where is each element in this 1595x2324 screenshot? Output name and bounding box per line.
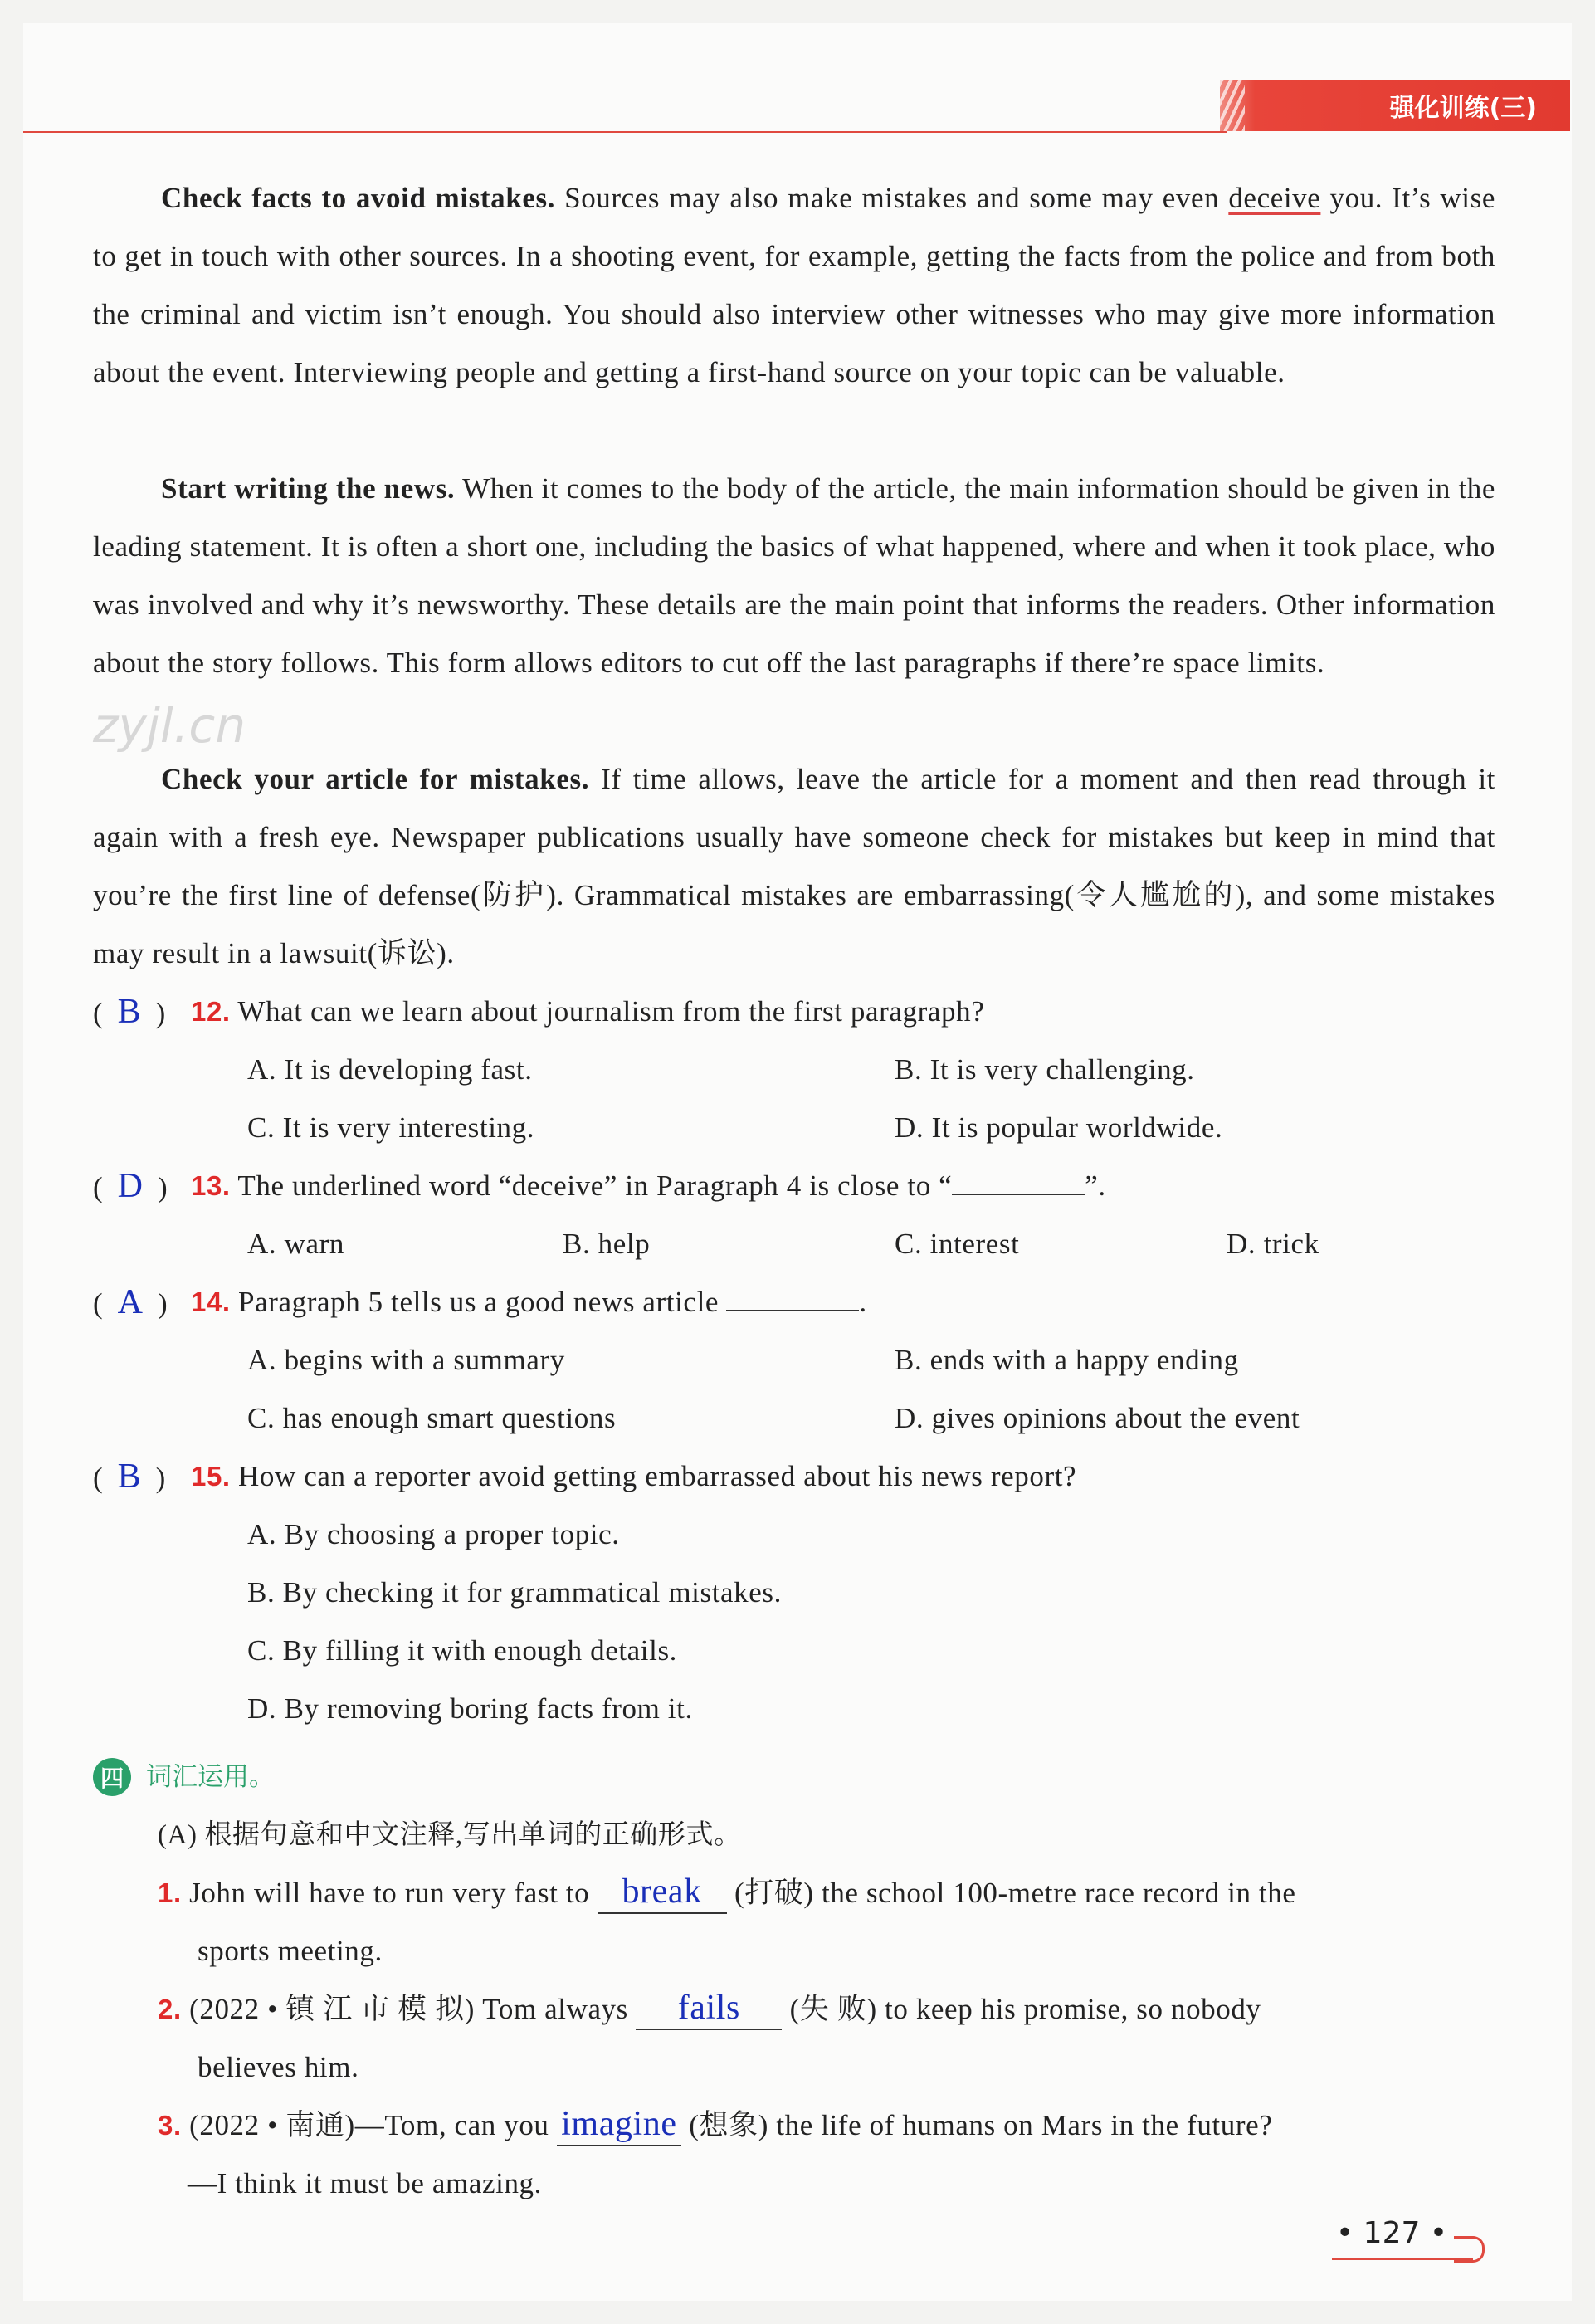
option-12a: A. It is developing fast. bbox=[247, 1053, 533, 1086]
paren-open: ( bbox=[93, 997, 103, 1029]
vocab-item-1-cont: sports meeting. bbox=[198, 1935, 383, 1967]
vocab-item-1 bbox=[158, 1864, 1296, 1922]
option-15c: C. By filling it with enough details. bbox=[247, 1634, 678, 1667]
paragraph-5-heading: Start writing the news. bbox=[161, 472, 456, 505]
option-15b: B. By checking it for grammatical mistakes. bbox=[247, 1576, 782, 1609]
paragraph-5 bbox=[93, 460, 1495, 692]
header-stripes bbox=[1220, 80, 1245, 131]
paren-open: ( bbox=[93, 1462, 103, 1494]
paren-open: ( bbox=[93, 1171, 103, 1204]
option-15a: A. By choosing a proper topic. bbox=[247, 1518, 620, 1550]
vocab-item-2-cont: believes him. bbox=[198, 2051, 359, 2083]
section-tab: 强化训练(三) bbox=[1220, 80, 1570, 131]
question-stem-b: ”. bbox=[1085, 1169, 1106, 1202]
option-13a: A. warn bbox=[247, 1228, 344, 1260]
paren-close: ) bbox=[158, 1171, 168, 1204]
paragraph-4-heading: Check facts to avoid mistakes. bbox=[161, 182, 556, 214]
item-text-a: John will have to run very fast to bbox=[189, 1877, 590, 1909]
item-number: 1. bbox=[158, 1877, 182, 1908]
question-number: 12. bbox=[191, 996, 231, 1027]
underlined-word: deceive bbox=[1228, 182, 1321, 214]
answer-blank bbox=[952, 1194, 1085, 1195]
answer-paren-12 bbox=[93, 983, 165, 1042]
header-rule bbox=[23, 131, 1227, 133]
answer-blank bbox=[726, 1310, 859, 1311]
question-stem-a: Paragraph 5 tells us a good news article bbox=[238, 1286, 719, 1318]
paragraph-4-text-b: you. It’s wise to get in touch with other sources. In a shooting event, for example, getting the facts from the police and from both the criminal and victim isn’t enough. You should also interview other witnesses who may give more information about the event. Interviewing people and getting a first-hand source on your topic can be valuable. bbox=[93, 182, 1495, 388]
fill-answer-3: imagine bbox=[557, 2103, 681, 2146]
vocab-item-3-reply: —I think it must be amazing. bbox=[188, 2167, 543, 2200]
paragraph-6 bbox=[93, 750, 1495, 983]
item-text-a: (2022 • 镇 江 市 模 拟) Tom always bbox=[189, 1993, 628, 2025]
item-text-b: (失 败) to keep his promise, so nobody bbox=[789, 1993, 1261, 2025]
item-number: 2. bbox=[158, 1994, 182, 2024]
option-12b: B. It is very challenging. bbox=[895, 1053, 1195, 1086]
question-stem-b: . bbox=[859, 1286, 867, 1318]
question-stem: How can a reporter avoid getting embarrassed about his news report? bbox=[238, 1460, 1077, 1492]
question-14 bbox=[191, 1273, 867, 1331]
question-number: 15. bbox=[191, 1461, 231, 1492]
option-13c: C. interest bbox=[895, 1228, 1020, 1260]
item-text-b: (打破) the school 100-metre race record in the bbox=[734, 1877, 1296, 1909]
option-13d: D. trick bbox=[1227, 1228, 1319, 1260]
section-instruction: (A) 根据句意和中文注释,写出单词的正确形式。 bbox=[158, 1820, 742, 1850]
question-stem-a: The underlined word “deceive” in Paragraph 4 is close to “ bbox=[237, 1169, 953, 1202]
option-12d: D. It is popular worldwide. bbox=[895, 1111, 1223, 1144]
paragraph-6-text: If time allows, leave the article for a moment and then read through it again with a fresh eye. Newspaper publications usually have someone check for mistakes but keep in mind that you’re the first line of defense(防护). Grammatical mistakes are embarrassing(令人尴尬的), and some mistakes may result in a lawsuit(诉讼). bbox=[93, 763, 1495, 969]
paragraph-4-text-a: Sources may also make mistakes and some may even bbox=[564, 182, 1220, 214]
answer-paren-15 bbox=[93, 1448, 165, 1507]
page-number: • 127 • bbox=[1336, 2216, 1448, 2250]
vocab-item-3 bbox=[158, 2097, 1272, 2155]
paragraph-4 bbox=[93, 169, 1495, 402]
answer-15: B bbox=[117, 1457, 141, 1496]
option-15d: D. By removing boring facts from it. bbox=[247, 1692, 693, 1725]
option-14d: D. gives opinions about the event bbox=[895, 1402, 1300, 1434]
option-12c: C. It is very interesting. bbox=[247, 1111, 535, 1144]
question-number: 14. bbox=[191, 1286, 231, 1317]
option-14b: B. ends with a happy ending bbox=[895, 1344, 1239, 1376]
watermark: zyjl.cn bbox=[93, 697, 246, 754]
answer-13: D bbox=[117, 1167, 143, 1205]
item-text-b: (想象) the life of humans on Mars in the future? bbox=[689, 2109, 1273, 2141]
question-stem: What can we learn about journalism from the first paragraph? bbox=[237, 995, 985, 1028]
vocab-item-2 bbox=[158, 1980, 1261, 2038]
option-13b: B. help bbox=[563, 1228, 651, 1260]
option-14c: C. has enough smart questions bbox=[247, 1402, 617, 1434]
page-number-underline bbox=[1332, 2258, 1473, 2260]
answer-paren-13 bbox=[93, 1157, 168, 1217]
section-badge: 四 bbox=[93, 1758, 131, 1796]
paragraph-5-text: When it comes to the body of the article, the main information should be given in the leading statement. It is often a short one, including the basics of what happened, where and when it took place, who was involved and why it’s newsworthy. These details are the main point that informs the readers. Other information about the story follows. This form allows editors to cut off the last paragraphs if there’re space limits. bbox=[93, 472, 1496, 679]
fill-answer-2: fails bbox=[636, 1987, 782, 2030]
paragraph-6-heading: Check your article for mistakes. bbox=[161, 763, 590, 795]
answer-14: A bbox=[117, 1283, 143, 1321]
fill-answer-1: break bbox=[598, 1871, 727, 1914]
option-14a: A. begins with a summary bbox=[247, 1344, 565, 1376]
item-number: 3. bbox=[158, 2110, 182, 2141]
question-number: 13. bbox=[191, 1170, 231, 1201]
answer-12: B bbox=[117, 993, 141, 1031]
question-15 bbox=[191, 1448, 1076, 1506]
paren-close: ) bbox=[158, 1287, 168, 1320]
answer-paren-14 bbox=[93, 1273, 168, 1333]
section-title: 词汇运用。 bbox=[146, 1762, 275, 1792]
page-number-arc bbox=[1454, 2236, 1485, 2263]
paren-close: ) bbox=[155, 1462, 166, 1494]
item-text-a: (2022 • 南通)—Tom, can you bbox=[189, 2109, 549, 2141]
paren-open: ( bbox=[93, 1287, 103, 1320]
paren-close: ) bbox=[155, 997, 166, 1029]
question-13 bbox=[191, 1157, 1106, 1215]
question-12 bbox=[191, 983, 984, 1041]
